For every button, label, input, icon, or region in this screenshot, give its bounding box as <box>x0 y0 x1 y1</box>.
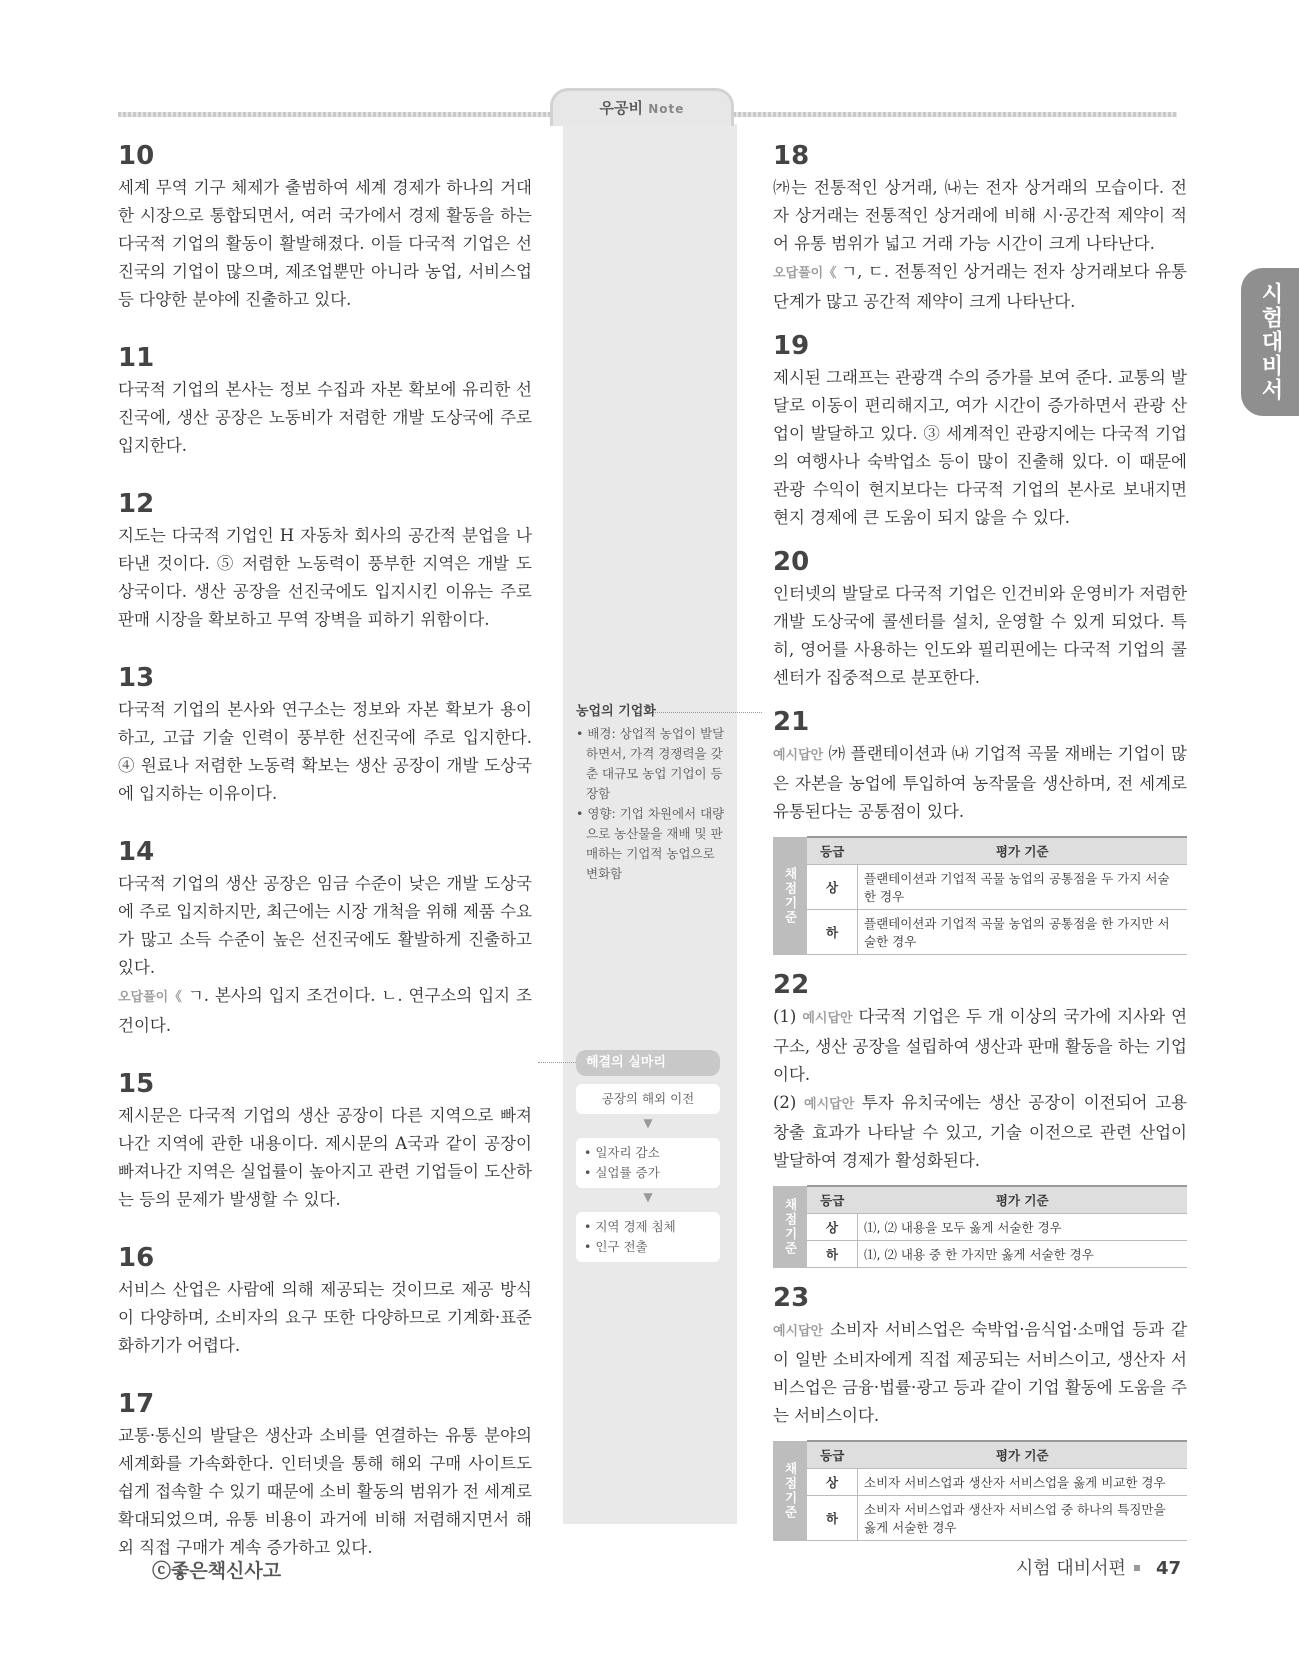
criteria-cell: ⑴, ⑵ 내용 중 한 가지만 옳게 서술한 경우 <box>858 1241 1188 1268</box>
wrong-answer-text: ㄱ, ㄷ. 전통적인 상거래는 전자 상거래보다 유통 단계가 많고 공간적 제약이 크게 나타난다. <box>773 262 1187 311</box>
separator-square-icon <box>1134 1565 1140 1571</box>
grade-cell: 하 <box>807 910 858 955</box>
scoring-side-label: 채점기준 <box>773 837 807 955</box>
question-17 <box>118 1388 532 1562</box>
scoring-table <box>773 1185 1187 1268</box>
sample-answer-tag: 예시답안 <box>773 1324 824 1339</box>
criteria-header: 평가 기준 <box>858 837 1188 865</box>
question-number: 10 <box>118 141 155 171</box>
page-number: 47 <box>1155 1558 1181 1579</box>
answer-text-1: (1) 예시답안 다국적 기업은 두 개 이상의 국가에 지사와 연구소, 생산 공장을 설립하여 생산과 판매 활동을 하는 기업이다. <box>773 1007 1188 1084</box>
grade-cell: 상 <box>807 865 858 910</box>
note-list <box>576 724 726 884</box>
criteria-cell: 플랜테이션과 기업적 곡물 농업의 공통점을 두 가지 서술한 경우 <box>858 865 1188 910</box>
question-number: 19 <box>773 331 810 361</box>
note-solution-clue <box>576 1050 720 1262</box>
grade-header: 등급 <box>807 837 858 865</box>
question-number: 20 <box>773 547 810 577</box>
answer-text: 교통·통신의 발달은 생산과 소비를 연결하는 유통 분야의 세계화를 가속화한다. 인터넷을 통해 해외 구매 사이트도 쉽게 접속할 수 있기 때문에 소비 활동의 범위가 전 세계로 확대되었으며, 유통 비용이 과거에 비해 저렴해지면서 해외 직접 구매가 계속 증가하고 있다. <box>118 1426 532 1557</box>
left-column <box>118 140 532 1590</box>
criteria-cell: 소비자 서비스업과 생산자 서비스업을 옳게 비교한 경우 <box>858 1469 1188 1496</box>
question-18 <box>773 140 1187 316</box>
answer-text: 다국적 기업의 생산 공장은 임금 수준이 낮은 개발 도상국에 주로 입지하지만, 최근에는 시장 개척을 위해 제품 수요가 많고 소득 수준이 높은 선진국에도 활발하게 진출하고 있다. <box>118 874 532 977</box>
question-number: 18 <box>773 141 810 171</box>
answer-text: 세계 무역 기구 체제가 출범하여 세계 경제가 하나의 거대한 시장으로 통합되면서, 여러 국가에서 경제 활동을 하는 다국적 기업의 활동이 활발해졌다. 이들 다국적 기업은 선진국의 기업이 많으며, 제조업뿐만 아니라 농업, 서비스업 등 다양한 분야에 진출하고 있다. <box>118 178 532 309</box>
scoring-table <box>773 836 1187 955</box>
question-number: 22 <box>773 970 810 1000</box>
scoring-side-label: 채점기준 <box>773 1441 807 1541</box>
answer-text: 예시답안 소비자 서비스업은 숙박업·음식업·소매업 등과 같이 일반 소비자에게 직접 제공되는 서비스이고, 생산자 서비스업은 금융·법률·광고 등과 같이 기업 활동에 도움을 주는 서비스이다. <box>773 1320 1188 1425</box>
question-number: 14 <box>118 837 155 867</box>
clue-step-1: 공장의 해외 이전 <box>576 1084 720 1114</box>
grade-cell: 하 <box>807 1241 858 1268</box>
grade-cell: 하 <box>807 1496 858 1541</box>
clue-title: 해결의 실마리 <box>576 1050 720 1076</box>
tag-arrow-icon: 《 <box>168 990 188 1005</box>
question-12 <box>118 488 532 634</box>
question-10 <box>118 140 532 314</box>
question-19 <box>773 330 1187 532</box>
note-title: 농업의 기업화 <box>576 704 656 719</box>
page-footer <box>1016 1554 1181 1580</box>
clue-item: • 지역 경제 침체 <box>584 1219 676 1234</box>
note-item: • 배경: 상업적 농업이 발달하면서, 가격 경쟁력을 갖춘 대규모 농업 기업이 등장함 <box>576 724 726 804</box>
answer-text: 예시답안 ㈎ 플랜테이션과 ㈏ 기업적 곡물 재배는 기업이 많은 자본을 농업에 투입하여 농작물을 생산하며, 전 세계로 유통된다는 공통점이 있다. <box>773 744 1187 821</box>
question-number: 17 <box>118 1389 155 1419</box>
criteria-cell: 소비자 서비스업과 생산자 서비스업 중 하나의 특징만을 옳게 서술한 경우 <box>858 1496 1188 1541</box>
question-14 <box>118 836 532 1040</box>
question-number: 16 <box>118 1243 155 1273</box>
publisher-logo: ⓒ좋은책신사고 <box>152 1560 282 1582</box>
wrong-answer-note <box>118 982 532 1040</box>
down-arrow-icon: ▼ <box>643 1116 653 1130</box>
note-item: • 영향: 기업 차원에서 대량으로 농산물을 재배 및 판매하는 기업적 농업으로 변화함 <box>576 804 726 884</box>
clue-item: • 인구 전출 <box>584 1239 648 1254</box>
sample-answer-tag: 예시답안 <box>804 1097 855 1112</box>
scoring-table <box>773 1440 1187 1541</box>
right-column <box>773 140 1187 1545</box>
criteria-header: 평가 기준 <box>858 1186 1188 1214</box>
note-agri-business <box>576 702 726 884</box>
down-arrow-icon: ▼ <box>643 1190 653 1204</box>
question-11 <box>118 342 532 460</box>
wrong-answer-tag: 오답풀이 <box>773 266 824 281</box>
note-header-ko: 우공비 <box>599 99 644 117</box>
question-13 <box>118 662 532 808</box>
grade-cell: 상 <box>807 1469 858 1496</box>
question-20 <box>773 546 1187 692</box>
grade-header: 등급 <box>807 1186 858 1214</box>
answer-text: 제시문은 다국적 기업의 생산 공장이 다른 지역으로 빠져나간 지역에 관한 내용이다. 제시문의 A국과 같이 공장이 빠져나간 지역은 실업률이 높아지고 관련 기업들이 도산하는 등의 문제가 발생할 수 있다. <box>118 1106 533 1209</box>
question-15 <box>118 1068 532 1214</box>
question-number: 13 <box>118 663 155 693</box>
question-number: 12 <box>118 489 155 519</box>
question-number: 23 <box>773 1283 810 1313</box>
section-title: 시험 대비서편 <box>1015 1558 1126 1579</box>
tag-arrow-icon: 《 <box>823 266 842 281</box>
note-connector <box>538 1062 578 1063</box>
clue-step-3 <box>576 1212 720 1262</box>
criteria-cell: ⑴, ⑵ 내용을 모두 옳게 서술한 경우 <box>858 1214 1188 1241</box>
note-header <box>550 88 734 126</box>
question-21 <box>773 706 1187 955</box>
sample-answer-tag: 예시답안 <box>802 1011 853 1026</box>
answer-text: 다국적 기업의 본사는 정보 수집과 자본 확보에 유리한 선진국에, 생산 공장은 노동비가 저렴한 개발 도상국에 주로 입지한다. <box>118 380 532 455</box>
scoring-side-label: 채점기준 <box>773 1186 807 1268</box>
question-number: 11 <box>118 343 155 373</box>
clue-item: • 일자리 감소 <box>584 1145 660 1160</box>
criteria-cell: 플랜테이션과 기업적 곡물 농업의 공통점을 한 가지만 서술한 경우 <box>858 910 1188 955</box>
answer-text: 지도는 다국적 기업인 H 자동차 회사의 공간적 분업을 나타낸 것이다. ⑤ 저렴한 노동력이 풍부한 지역은 개발 도상국이다. 생산 공장을 선진국에도 입지시킨 이유는 주로 판매 시장을 확보하고 무역 장벽을 피하기 위함이다. <box>118 526 532 629</box>
grade-cell: 상 <box>807 1214 858 1241</box>
answer-text: ㈎는 전통적인 상거래, ㈏는 전자 상거래의 모습이다. 전자 상거래는 전통적인 상거래에 비해 시·공간적 제약이 적어 유통 범위가 넓고 거래 가능 시간이 크게 나타난다. <box>773 178 1187 253</box>
question-22 <box>773 969 1187 1268</box>
answer-text: 다국적 기업의 본사와 연구소는 정보와 자본 확보가 용이하고, 고급 기술 인력이 풍부한 선진국에 주로 입지한다. ④ 원료나 저렴한 노동력 확보는 생산 공장이 개발 도상국에 입지하는 이유이다. <box>118 700 532 803</box>
answer-text: 서비스 산업은 사람에 의해 제공되는 것이므로 제공 방식이 다양하며, 소비자의 요구 또한 다양하므로 기계화·표준화하기가 어렵다. <box>118 1280 532 1355</box>
wrong-answer-text: ㄱ. 본사의 입지 조건이다. ㄴ. 연구소의 입지 조건이다. <box>118 986 532 1035</box>
sample-answer-tag: 예시답안 <box>773 748 824 763</box>
question-23 <box>773 1282 1187 1541</box>
clue-step-2 <box>576 1138 720 1188</box>
answer-text: 제시된 그래프는 관광객 수의 증가를 보여 준다. 교통의 발달로 이동이 편리해지고, 여가 시간이 증가하면서 관광 산업이 발달하고 있다. ③ 세계적인 관광지에는 다국적 기업의 여행사나 숙박업소 등이 많이 진출해 있다. 이 때문에 관광 수익이 현지보다는 다국적 기업의 본사로 보내지면 현지 경제에 큰 도움이 되지 않을 수 있다. <box>773 368 1187 527</box>
note-header-en: Note <box>648 102 685 116</box>
grade-header: 등급 <box>807 1441 858 1469</box>
criteria-header: 평가 기준 <box>858 1441 1188 1469</box>
question-number: 15 <box>118 1069 155 1099</box>
answer-text: 인터넷의 발달로 다국적 기업은 인건비와 운영비가 저렴한 개발 도상국에 콜센터를 설치, 운영할 수 있게 되었다. 특히, 영어를 사용하는 인도와 필리핀에는 다국적 기업의 콜센터가 집중적으로 분포한다. <box>773 584 1188 687</box>
question-number: 21 <box>773 707 810 737</box>
question-16 <box>118 1242 532 1360</box>
answer-text-2: (2) 예시답안 투자 유치국에는 생산 공장이 이전되어 고용 창출 효과가 나타날 수 있고, 기술 이전으로 관련 산업이 발달하여 경제가 활성화된다. <box>773 1093 1187 1170</box>
wrong-answer-tag: 오답풀이 <box>118 990 169 1005</box>
wrong-answer-note <box>773 258 1187 316</box>
clue-item: • 실업률 증가 <box>584 1165 660 1180</box>
side-tab-exam-prep[interactable]: 시험대비서 <box>1241 268 1299 416</box>
